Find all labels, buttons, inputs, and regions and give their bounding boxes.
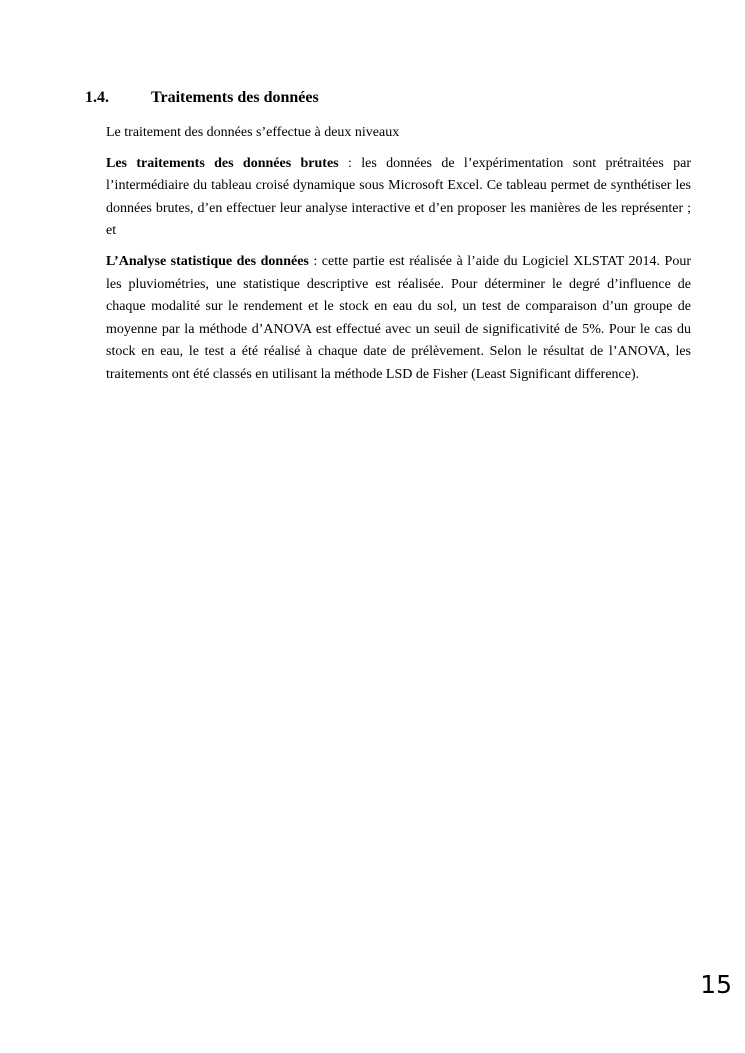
paragraph-text: : les données de l’expérimentation sont prétraitées par l’intermédiaire du tableau croisé dynamique sous Microsoft Excel. Ce tableau permet de synthétiser les données brutes, d’en effectuer leur analyse interactive et d’en proposer les manières de les représenter ; et	[106, 155, 691, 239]
section-body	[106, 122, 691, 395]
section-title: Traitements des données	[151, 89, 319, 106]
page-number: 15	[700, 970, 732, 999]
intro-text: Le traitement des données s’effectue à deux niveaux	[106, 125, 400, 140]
paragraph-statistical-analysis	[106, 251, 691, 387]
section-number: 1.4.	[85, 89, 109, 106]
paragraph-raw-data	[106, 153, 691, 243]
paragraph-text: : cette partie est réalisée à l’aide du Logiciel XLSTAT 2014. Pour les pluviométries, une statistique descriptive est réalisée. Pour déterminer le degré d’influence de chaque modalité sur le rendement et le stock en eau du sol, un test de comparaison d’un groupe de moyenne par la méthode d’ANOVA est effectué avec un seuil de significativité de 5%. Pour le cas du stock en eau, le test a été réalisé à chaque date de prélèvement. Selon le résultat de l’ANOVA, les traitements ont été classés en utilisant la méthode LSD de Fisher (Least Significant difference).	[106, 253, 691, 382]
paragraph-lead: L’Analyse statistique des données	[106, 253, 309, 269]
paragraph-lead: Les traitements des données brutes	[106, 155, 339, 171]
section-heading	[85, 89, 319, 107]
